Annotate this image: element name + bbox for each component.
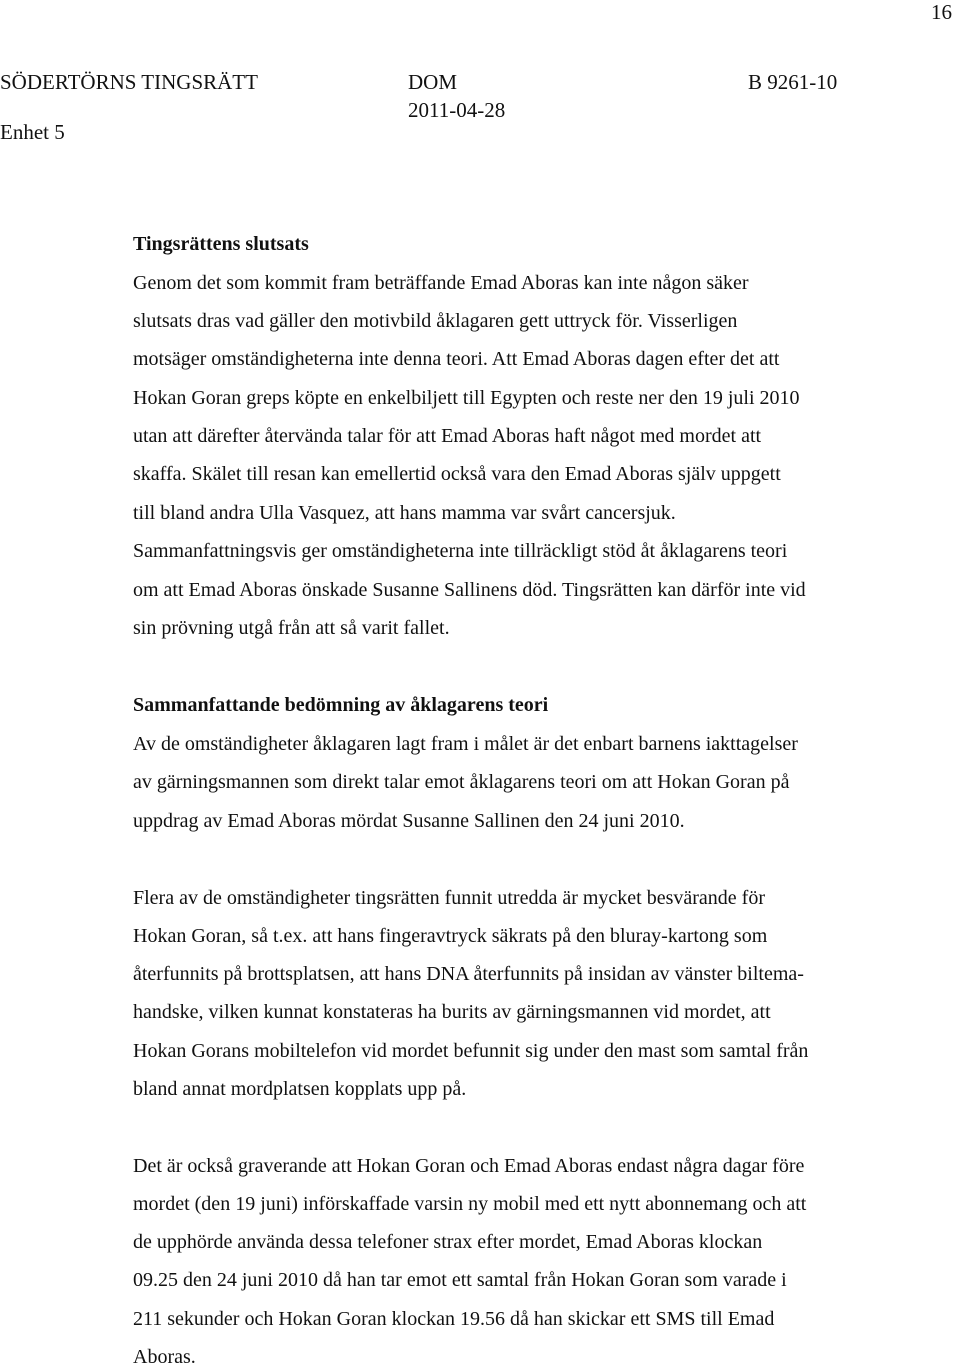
court-unit: Enhet 5 (0, 120, 65, 144)
text-line: de upphörde använda dessa telefoner strax efter mordet, Emad Aboras klockan (133, 1231, 763, 1253)
text-line: Sammanfattningsvis ger omständigheterna inte tillräckligt stöd åt åklagarens teori (133, 540, 788, 562)
text-line: bland annat mordplatsen kopplats upp på. (133, 1078, 467, 1100)
text-line: Flera av de omständigheter tingsrätten funnit utredda är mycket besvärande för (133, 887, 765, 909)
page-number: 16 (931, 0, 952, 24)
text-line: Av de omständigheter åklagaren lagt fram i målet är det enbart barnens iakttagelser (133, 733, 798, 755)
section-heading-conclusion: Tingsrättens slutsats (133, 233, 309, 255)
text-line: 09.25 den 24 juni 2010 då han tar emot ett samtal från Hokan Goran som varade i (133, 1269, 787, 1291)
text-line: Hokan Goran greps köpte en enkelbiljett till Egypten och reste ner den 19 juli 2010 (133, 387, 800, 409)
text-line: 211 sekunder och Hokan Goran klockan 19.56 då han skickar ett SMS till Emad (133, 1308, 775, 1330)
text-line: återfunnits på brottsplatsen, att hans DNA återfunnits på insidan av vänster biltema- (133, 963, 804, 985)
text-line: Det är också graverande att Hokan Goran och Emad Aboras endast några dagar före (133, 1155, 805, 1177)
document-type: DOM (408, 70, 458, 94)
text-line: om att Emad Aboras önskade Susanne Sallinens död. Tingsrätten kan därför inte vid (133, 579, 806, 601)
text-line: Genom det som kommit fram beträffande Emad Aboras kan inte någon säker (133, 272, 749, 294)
case-number: B 9261-10 (748, 70, 838, 94)
text-line: utan att därefter återvända talar för att Emad Aboras haft något med mordet att (133, 425, 762, 447)
text-line: uppdrag av Emad Aboras mördat Susanne Sallinen den 24 juni 2010. (133, 810, 685, 832)
text-line: av gärningsmannen som direkt talar emot åklagarens teori om att Hokan Goran på (133, 771, 790, 793)
text-line: Hokan Goran, så t.ex. att hans fingeravtryck säkrats på den bluray-kartong som (133, 925, 768, 947)
section-heading-assessment: Sammanfattande bedömning av åklagarens teori (133, 694, 549, 716)
text-line: skaffa. Skälet till resan kan emellertid också vara den Emad Aboras själv uppgett (133, 463, 781, 485)
court-name: SÖDERTÖRNS TINGSRÄTT (0, 70, 258, 94)
text-line: Aboras. (133, 1346, 196, 1368)
text-line: Hokan Gorans mobiltelefon vid mordet befunnit sig under den mast som samtal från (133, 1040, 809, 1062)
text-line: sin prövning utgå från att så varit fallet. (133, 617, 450, 639)
text-line: handske, vilken kunnat konstateras ha burits av gärningsmannen vid mordet, att (133, 1001, 771, 1023)
text-line: mordet (den 19 juni) införskaffade varsin ny mobil med ett nytt abonnemang och att (133, 1193, 807, 1215)
text-line: till bland andra Ulla Vasquez, att hans mamma var svårt cancersjuk. (133, 502, 676, 524)
text-line: motsäger omständigheterna inte denna teori. Att Emad Aboras dagen efter det att (133, 348, 780, 370)
text-line: slutsats dras vad gäller den motivbild åklagaren gett uttryck för. Visserligen (133, 310, 738, 332)
document-date: 2011-04-28 (408, 98, 506, 122)
